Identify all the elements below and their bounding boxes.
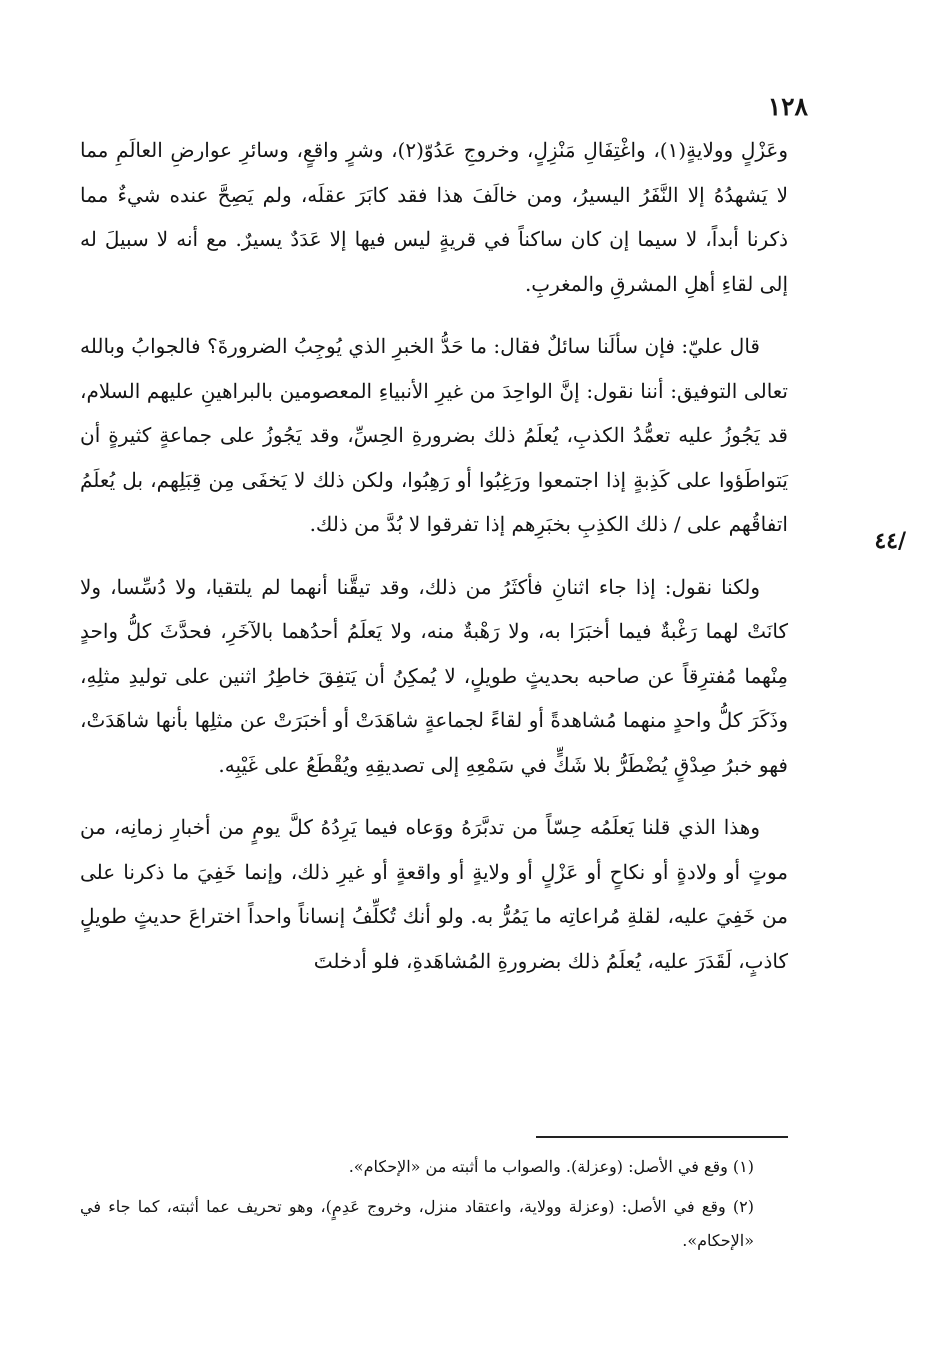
footnote: (١) وقع في الأصل: (وعزلة). والصواب ما أثبته من «الإحكام». <box>348 1157 754 1176</box>
paragraph: قال عليّ: فإن سألَنا سائلٌ فقال: ما حَدُّ الخبرِ الذي يُوجِبُ الضرورةَ؟ فالجوابُ وبالله تعالى التوفيق: أننا نقول: إنَّ الواحِدَ من غيرِ الأنبياءِ المعصومين بالبراهينِ عليهم السلام، قد يَجُوزُ عليه تعمُّدُ الكذبِ، يُعلَمُ ذلك بضرورةِ الحِسِّ، وقد يَجُوزُ على جماعةٍ كثيرةٍ أن يَتواطَؤوا على كَذِبةٍ إذا اجتمعوا ورَغِبُوا أو رَهِبُوا، ولكن ذلك لا يَخفَى مِن قِبَلِهم، بل يُعلَمُ اتفاقُهم على / ذلك الكذِبِ بخبَرِهم إذا تفرقوا لا بُدَّ من ذلك. <box>80 334 788 536</box>
main-text <box>80 128 788 1001</box>
page-number: ١٢٨ <box>767 92 808 121</box>
footnotes <box>80 1150 788 1264</box>
footnote-separator <box>536 1136 788 1138</box>
paragraph: ولكنا نقول: إذا جاء اثنانِ فأكثَرُ من ذلك، وقد تيقَّنا أنهما لم يلتقيا، ولا دُسِّسا، ولا كانَتْ لهما رَغْبةٌ فيما أخبَرَا به، ولا رَهْبةٌ منه، ولا يَعلَمُ أحدُهما بالآخَرِ، فحدَّثَ كلُّ واحدٍ مِنْهما مُفترِقاً عن صاحبه بحديثٍ طويلٍ، لا يُمكِنُ أن يَتفِقَ خاطِرُ اثنين على توليدِ مثلِهِ، وذَكَرَ كلُّ واحدٍ منهما مُشاهدةً أو لقاءً لجماعةٍ شاهَدَتْ أو أخبَرَتْ عن مثلِها بأنها شاهَدَتْ، فهو خبرُ صِدْقٍ يُضْطَرُّ بلا شَكٍّ في سَمْعِهِ إلى تصديقِهِ ويُقْطَعُ على غَيْبِه. <box>80 574 788 777</box>
paragraph-continuation: وعَزْلٍ وولايةٍ(١)، واغْتِفَالِ مَنْزِلٍ، وخروجِ عَدُوّ(٢)، وشرٍ واقعٍ، وسائرِ عوارضِ العالَمِ مما لا يَشهدُهُ إلا النَّفَرُ اليسيرُ، ومن خالَفَ هذا فقد كابَرَ عقلَه، ولم يَصِحَّ عنده شيءٌ مما ذكرنا أبداً، لا سيما إن كان ساكناً في قريةٍ ليس فيها إلا عَدَدٌ يسيرٌ. مع أنه لا سبيلَ له إلى لقاءِ أهلِ المشرقِ والمغربِ. <box>80 138 788 296</box>
margin-folio-note: /٤٤ <box>874 528 906 554</box>
paragraph: وهذا الذي قلنا يَعلَمُه حِسّاً من تدبَّرَهُ ووَعاه فيما يَرِدُهُ كلَّ يومٍ من أخبارِ زمانِه، من موتٍ أو ولادةٍ أو نكاحٍ أو عَزْلٍ أو ولايةٍ أو واقعةٍ أو غيرِ ذلك، وإنما خَفِيَ ما ذكرنا على من خَفِيَ عليه، لقلةِ مُراعاتِه ما يَمُرُّ به. ولو أنك تُكلِّفُ إنساناً واحداً اختراعَ حديثٍ طويلٍ كاذبٍ، لَقَدَرَ عليه، يُعلَمُ ذلك بضرورةِ المُشاهَدةِ، فلو أدخلتَ <box>80 815 788 973</box>
footnote: (٢) وقع في الأصل: (وعزلة وولاية، واعتقاد منزل، وخروج عَدِمٍ)، وهو تحريف عما أثبته، كما جاء في «الإحكام». <box>80 1197 754 1250</box>
